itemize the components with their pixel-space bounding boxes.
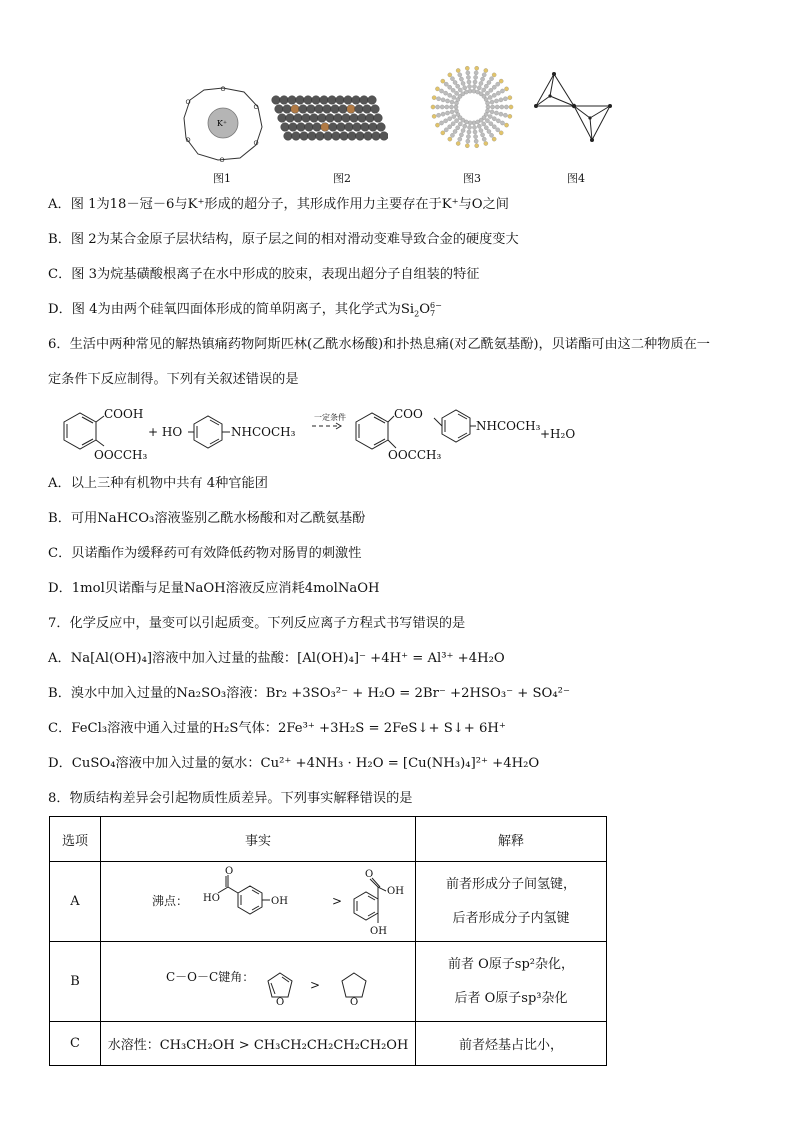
oxygen-label: O (220, 85, 226, 93)
aspirin-ester-label: OOCCH₃ (94, 448, 148, 462)
metal-atom (299, 105, 308, 114)
sulfonate-head (456, 141, 460, 145)
alkyl-chain-atom (439, 89, 443, 93)
alkyl-chain-atom (467, 130, 471, 134)
alkyl-chain-atom (485, 91, 489, 95)
alkyl-chain-atom (477, 86, 481, 90)
alkyl-chain-atom (436, 105, 440, 109)
alkyl-chain-atom (496, 82, 500, 86)
alkyl-chain-atom (482, 122, 486, 126)
alkyl-chain-atom (448, 125, 452, 129)
sulfonate-head (435, 87, 439, 91)
alkyl-chain-atom (492, 125, 496, 129)
metal-atom (272, 96, 281, 105)
alkyl-chain-atom (445, 111, 449, 115)
metal-atom (331, 105, 340, 114)
q6-option-a: A．以上三种有机物中共有 4种官能团 (48, 476, 268, 491)
alkyl-chain-atom (454, 91, 458, 95)
sulfonate-head (441, 131, 445, 135)
q6-stem-line2: 定条件下反应制得。下列有关叙述错误的是 (48, 372, 299, 387)
alkyl-chain-atom (472, 89, 476, 93)
sulfonate-head (441, 79, 445, 83)
alloy-layers-figure (268, 92, 388, 148)
alkyl-chain-atom (450, 133, 454, 137)
reaction-condition-label: 一定条件 (314, 413, 346, 422)
metal-atom (377, 123, 386, 132)
alkyl-chain-atom (487, 129, 491, 133)
plus-ho-label: + HO (148, 425, 183, 439)
svg-text:OH: OH (370, 925, 387, 937)
q7-option-d: D．CuSO₄溶液中加入过量的氨水：Cu²⁺ +4NH₃ · H₂O = [Cu(NH₃)₄]²⁺ +4H₂O (48, 756, 540, 771)
alkyl-chain-atom (450, 110, 454, 114)
sulfonate-head (432, 114, 436, 118)
oxygen-label: O (219, 156, 225, 164)
svg-text:O: O (276, 996, 285, 1008)
metal-atom (275, 105, 284, 114)
oxygen-label: O (185, 136, 191, 144)
alkyl-chain-atom (485, 101, 489, 105)
q5-option-b: B．图 2为某合金原子层状结构，原子层之间的相对滑动变难导致合金的硬度变大 (48, 232, 519, 247)
alkyl-chain-atom (444, 128, 448, 132)
alkyl-chain-atom (444, 82, 448, 86)
product-acetoxy-label: OOCCH₃ (388, 448, 442, 462)
q5-option-d: D．图 4为由两个硅氧四面体形成的简单阴离子，其化学式为$Si_2O$ 6− 7 (48, 300, 442, 319)
alkyl-chain-atom (451, 122, 455, 126)
alkyl-chain-atom (479, 81, 483, 85)
metal-atom (323, 105, 332, 114)
figure-1-caption: 图1 (213, 172, 231, 185)
alkyl-chain-atom (458, 88, 462, 92)
metal-atom (313, 123, 322, 132)
metal-atom (371, 105, 380, 114)
metal-atom (308, 132, 317, 141)
sulfonate-head (508, 96, 512, 100)
sulfonate-head (432, 96, 436, 100)
alkyl-chain-atom (474, 139, 478, 143)
alkyl-chain-atom (467, 84, 471, 88)
metal-atom (355, 105, 364, 114)
q7-option-b: B．溴水中加入过量的Na₂SO₃溶液：Br₂ +3SO₃²⁻ + H₂O = 2Br⁻ +2HSO₃⁻ + SO₄²⁻ (48, 686, 570, 701)
metal-atom (288, 96, 297, 105)
metal-atom (305, 123, 314, 132)
metal-atom (304, 96, 313, 105)
sulfonate-head (504, 123, 508, 127)
row-fact (101, 942, 416, 1022)
alkyl-chain-atom (489, 77, 493, 81)
metal-atom (324, 132, 333, 141)
svg-text:沸点：: 沸点： (152, 893, 189, 908)
metal-atom (328, 96, 337, 105)
alkyl-chain-atom (503, 113, 507, 117)
metal-atom (316, 132, 325, 141)
metal-atom (312, 96, 321, 105)
alkyl-chain-atom (485, 119, 489, 123)
boiling-point-structures (108, 863, 408, 937)
metal-atom (363, 105, 372, 114)
alkyl-chain-atom (500, 105, 504, 109)
metal-atom (374, 114, 383, 123)
alkyl-chain-atom (491, 105, 495, 109)
alkyl-chain-atom (499, 112, 503, 116)
q8-table (49, 816, 607, 1066)
k-ion-label: K⁺ (216, 119, 228, 128)
metal-atom (289, 123, 298, 132)
alkyl-chain-atom (496, 128, 500, 132)
header-fact: 事实 (101, 817, 416, 862)
svg-text:HO: HO (203, 892, 220, 904)
alkyl-chain-atom (488, 114, 492, 118)
metal-atom (297, 123, 306, 132)
metal-atom (307, 105, 316, 114)
q7-option-a: A．Na[Al(OH)₄]溶液中加入过量的盐酸：[Al(OH)₄]⁻ +4H⁺ = Al³⁺ +4H₂O (48, 651, 505, 666)
svg-text:>: > (310, 977, 321, 992)
row-option: A (50, 862, 101, 942)
alkyl-chain-atom (480, 133, 484, 137)
alkyl-chain-atom (452, 95, 456, 99)
metal-atom (380, 132, 388, 141)
alkyl-chain-atom (440, 105, 444, 109)
alkyl-chain-atom (482, 137, 486, 141)
alkyl-chain-atom (494, 99, 498, 103)
metal-atom (364, 132, 373, 141)
alkyl-chain-atom (472, 84, 476, 88)
sulfonate-head (465, 66, 469, 70)
alkyl-chain-atom (466, 139, 470, 143)
alkyl-chain-atom (466, 75, 470, 79)
sulfonate-head (435, 123, 439, 127)
alkyl-chain-atom (439, 121, 443, 125)
alkyl-chain-atom (490, 100, 494, 104)
alkyl-chain-atom (467, 125, 471, 129)
metal-atom (281, 123, 290, 132)
alkyl-chain-atom (490, 110, 494, 114)
alkyl-chain-atom (449, 105, 453, 109)
oxygen-label: O (253, 103, 259, 111)
micelle-figure (422, 57, 522, 157)
metal-atom (345, 123, 354, 132)
q7-stem: 7．化学反应中，量变可以引起质变。下列反应离子方程式书写错误的是 (48, 616, 466, 631)
alkyl-chain-atom (450, 100, 454, 104)
svg-text:OH: OH (271, 895, 288, 907)
alkyl-chain-atom (454, 105, 458, 109)
header-explanation: 解释 (416, 817, 607, 862)
metal-atom (320, 96, 329, 105)
header-option: 选项 (50, 817, 101, 862)
alkyl-chain-atom (450, 77, 454, 81)
alkyl-chain-atom (480, 77, 484, 81)
alkyl-chain-atom (489, 133, 493, 137)
alkyl-chain-atom (445, 99, 449, 103)
sulfonate-head (448, 137, 452, 141)
table-row (50, 942, 607, 1022)
paracetamol-amide-label: NHCOCH₃ (231, 425, 296, 439)
metal-atom (332, 132, 341, 141)
row-fact (101, 862, 416, 942)
alkyl-chain-atom (474, 71, 478, 75)
alkyl-chain-atom (454, 109, 458, 113)
alkyl-chain-atom (473, 134, 477, 138)
alkyl-chain-atom (461, 128, 465, 132)
alkyl-chain-atom (500, 89, 504, 93)
alkyl-chain-atom (458, 137, 462, 141)
row-option: B (50, 942, 101, 1022)
table-header-row (50, 817, 607, 862)
metal-atom (278, 114, 287, 123)
sulfonate-head (475, 144, 479, 148)
metal-atom (356, 132, 365, 141)
alkyl-chain-atom (496, 91, 500, 95)
alkyl-chain-atom (486, 105, 490, 109)
oxygen-label: O (253, 139, 259, 147)
alkyl-chain-atom (444, 91, 448, 95)
alkyl-chain-atom (441, 98, 445, 102)
metal-atom (336, 96, 345, 105)
metal-atom (344, 96, 353, 105)
metal-atom (302, 114, 311, 123)
sulfonate-head (492, 73, 496, 77)
oxygen-label: O (185, 98, 191, 106)
metal-atom (280, 96, 289, 105)
metal-atom (296, 96, 305, 105)
sulfonate-head (431, 105, 435, 109)
alkyl-chain-atom (482, 73, 486, 77)
alkyl-chain-atom (492, 117, 496, 121)
metal-atom (360, 96, 369, 105)
alkyl-chain-atom (472, 121, 476, 125)
svg-text:C－O－C键角：: C－O－C键角： (166, 969, 255, 984)
metal-atom (348, 132, 357, 141)
alkyl-chain-atom (472, 125, 476, 129)
metal-atom (326, 114, 335, 123)
table-row (50, 862, 607, 942)
alloy-atom (347, 105, 356, 114)
alkyl-chain-atom (461, 81, 465, 85)
svg-text:OH: OH (387, 885, 404, 897)
alkyl-chain-atom (458, 73, 462, 77)
alkyl-chain-atom (468, 121, 472, 125)
metal-atom (361, 123, 370, 132)
metal-atom (318, 114, 327, 123)
metal-atom (368, 96, 377, 105)
alkyl-chain-atom (473, 80, 477, 84)
q7-option-c: C．FeCl₃溶液中通入过量的H₂S气体：2Fe³⁺ +3H₂S = 2FeS↓+ S↓+ 6H⁺ (48, 721, 506, 736)
aspirin-cooh-label: COOH (104, 407, 144, 421)
row-fact: 水溶性：CH₃CH₂OH > CH₃CH₂CH₂CH₂CH₂OH (101, 1022, 416, 1066)
alloy-atom (321, 123, 330, 132)
alkyl-chain-atom (499, 98, 503, 102)
metal-atom (334, 114, 343, 123)
sulfonate-head (508, 114, 512, 118)
alkyl-chain-atom (466, 134, 470, 138)
metal-atom (283, 105, 292, 114)
table-row (50, 1022, 607, 1066)
sulfonate-head (504, 87, 508, 91)
metal-atom (340, 132, 349, 141)
alkyl-chain-atom (464, 90, 468, 94)
svg-text:O: O (225, 865, 234, 877)
row-explanation: 前者形成分子间氢键， 后者形成分子内氢键 (416, 862, 607, 942)
crown-ether-figure (178, 82, 268, 164)
svg-text:O: O (365, 868, 374, 880)
alkyl-chain-atom (448, 117, 452, 121)
q6-option-b: B．可用NaHCO₃溶液鉴别乙酰水杨酸和对乙酰氨基酚 (48, 511, 366, 526)
alkyl-chain-atom (468, 89, 472, 93)
alkyl-chain-atom (448, 93, 452, 97)
alkyl-chain-atom (500, 121, 504, 125)
alkyl-chain-atom (456, 126, 460, 130)
alkyl-chain-atom (496, 119, 500, 123)
metal-atom (286, 114, 295, 123)
alkyl-chain-atom (489, 88, 493, 92)
alkyl-chain-atom (473, 130, 477, 134)
alkyl-chain-atom (444, 119, 448, 123)
sulfonate-head (475, 66, 479, 70)
alkyl-chain-atom (476, 120, 480, 124)
alkyl-chain-atom (492, 93, 496, 97)
metal-atom (294, 114, 303, 123)
alkyl-chain-atom (453, 80, 457, 84)
q5-option-c: C．图 3为烷基磺酸根离子在水中形成的胶束，表现出超分子自组装的特征 (48, 267, 480, 282)
alkyl-chain-atom (488, 95, 492, 99)
figure-2-caption: 图2 (333, 172, 351, 185)
alkyl-chain-atom (451, 88, 455, 92)
row-explanation: 前者 O原子sp²杂化， 后者 O原子sp³杂化 (416, 942, 607, 1022)
metal-atom (369, 123, 378, 132)
sulfonate-head (509, 105, 513, 109)
alkyl-chain-atom (473, 75, 477, 79)
q6-option-d: D．1mol贝诺酯与足量NaOH溶液反应消耗4molNaOH (48, 581, 380, 596)
alkyl-chain-atom (492, 85, 496, 89)
alkyl-chain-atom (459, 77, 463, 81)
metal-atom (310, 114, 319, 123)
sulfonate-head (465, 144, 469, 148)
alkyl-chain-atom (466, 71, 470, 75)
alkyl-chain-atom (484, 84, 488, 88)
alkyl-chain-atom (484, 126, 488, 130)
q6-reaction-scheme (44, 404, 584, 468)
sulfonate-head (499, 79, 503, 83)
row-option: C (50, 1022, 101, 1066)
alkyl-chain-atom (463, 124, 467, 128)
metal-atom (329, 123, 338, 132)
svg-text:O: O (350, 996, 359, 1008)
alkyl-chain-atom (489, 122, 493, 126)
row-explanation: 前者烃基占比小， (416, 1022, 607, 1066)
product-ester-label: COO (394, 407, 423, 421)
metal-atom (350, 114, 359, 123)
alkyl-chain-atom (456, 84, 460, 88)
alkyl-chain-atom (458, 122, 462, 126)
sulfonate-head (484, 68, 488, 72)
bond-angle-structures (108, 943, 408, 1017)
sulfonate-head (456, 68, 460, 72)
alkyl-chain-atom (482, 88, 486, 92)
water-label: +H₂O (540, 427, 576, 441)
sulfonate-head (492, 137, 496, 141)
alkyl-chain-atom (463, 86, 467, 90)
alkyl-chain-atom (452, 114, 456, 118)
q6-option-c: C．贝诺酯作为缓释药可有效降低药物对肠胃的刺激性 (48, 546, 362, 561)
silicate-tetrahedra-figure (530, 70, 616, 146)
metal-atom (337, 123, 346, 132)
alloy-atom (291, 105, 300, 114)
figure-3-caption: 图3 (463, 172, 481, 185)
metal-atom (315, 105, 324, 114)
metal-atom (372, 132, 381, 141)
figure-4-caption: 图4 (567, 172, 585, 185)
alkyl-chain-atom (445, 105, 449, 109)
alkyl-chain-atom (453, 129, 457, 133)
metal-atom (358, 114, 367, 123)
metal-atom (292, 132, 301, 141)
q6-stem-line1: 6．生活中两种常见的解热镇痛药物阿斯匹林(乙酰水杨酸)和扑热息痛(对乙酰氨基酚)，贝诺酯可由这二种物质在一 (48, 337, 710, 352)
svg-text:>: > (332, 893, 343, 908)
metal-atom (284, 132, 293, 141)
alkyl-chain-atom (436, 97, 440, 101)
metal-atom (300, 132, 309, 141)
q5-option-a: A．图 1为18－冠－6与K⁺形成的超分子，其形成作用力主要存在于K⁺与O之间 (48, 197, 509, 212)
alkyl-chain-atom (479, 128, 483, 132)
alkyl-chain-atom (448, 85, 452, 89)
metal-atom (342, 114, 351, 123)
alkyl-chain-atom (495, 105, 499, 109)
alkyl-chain-atom (459, 133, 463, 137)
alkyl-chain-atom (503, 97, 507, 101)
alkyl-chain-atom (441, 112, 445, 116)
alkyl-chain-atom (494, 111, 498, 115)
sulfonate-head (484, 141, 488, 145)
metal-atom (352, 96, 361, 105)
alkyl-chain-atom (467, 80, 471, 84)
metal-atom (353, 123, 362, 132)
product-amide-label: NHCOCH₃ (476, 419, 541, 433)
metal-atom (339, 105, 348, 114)
alkyl-chain-atom (477, 124, 481, 128)
alkyl-chain-atom (487, 80, 491, 84)
q8-stem: 8．物质结构差异会引起物质性质差异。下列事实解释错误的是 (48, 791, 413, 806)
metal-atom (366, 114, 375, 123)
alkyl-chain-atom (504, 105, 508, 109)
alkyl-chain-atom (436, 113, 440, 117)
alkyl-chain-atom (454, 119, 458, 123)
sulfonate-head (448, 73, 452, 77)
sulfonate-head (499, 131, 503, 135)
